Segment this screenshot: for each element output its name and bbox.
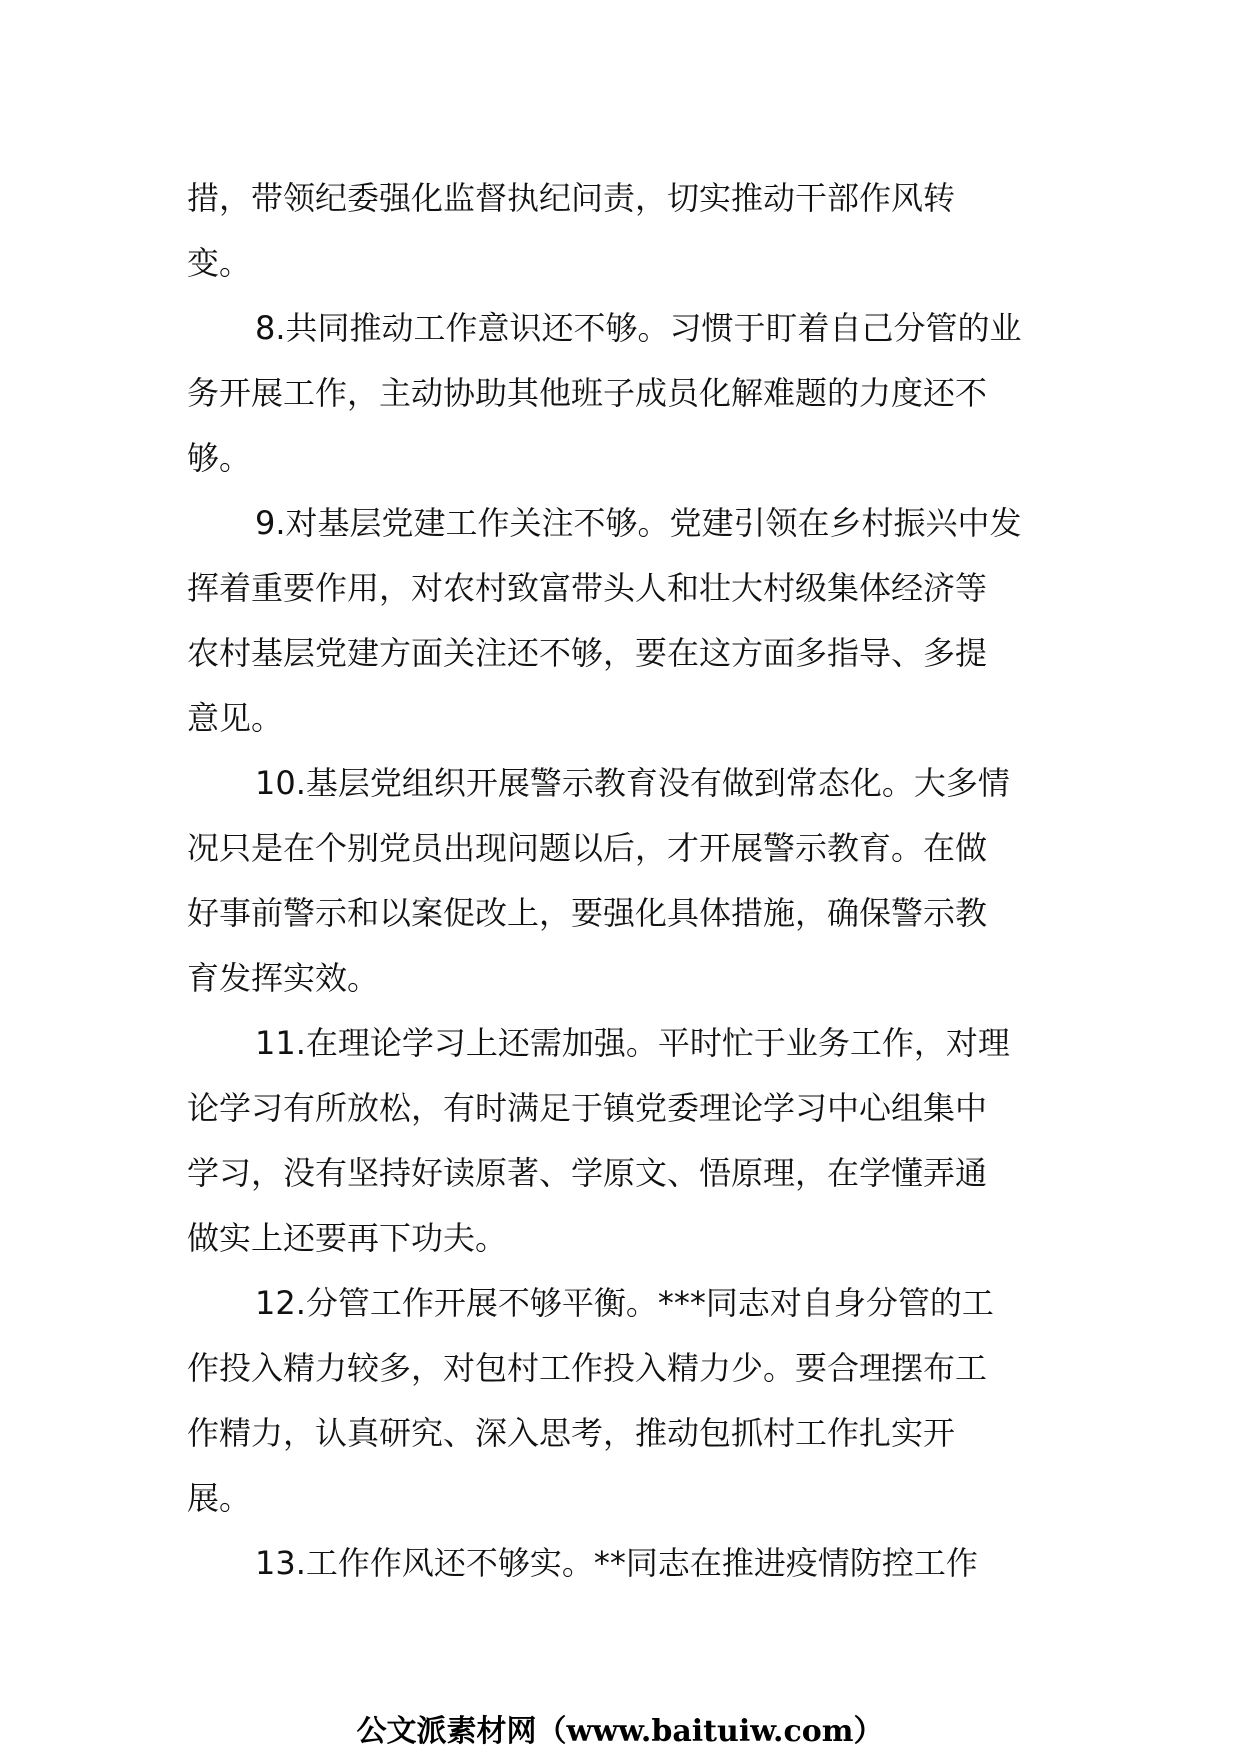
paragraph-first-line: 13.工作作风还不够实。**同志在推进疫情防控工作: [255, 1544, 978, 1582]
paragraph-line: 学习，没有坚持好读原著、学原文、悟原理，在学懂弄通: [187, 1154, 988, 1192]
paragraph-line: 作精力，认真研究、深入思考，推动包抓村工作扎实开: [187, 1414, 956, 1452]
paragraph-first-line: 10.基层党组织开展警示教育没有做到常态化。大多情: [255, 764, 1010, 802]
paragraph-line: 意见。: [187, 699, 284, 737]
paragraph-line: 作投入精力较多，对包村工作投入精力少。要合理摆布工: [187, 1349, 988, 1387]
paragraph-first-line: 11.在理论学习上还需加强。平时忙于业务工作，对理: [255, 1024, 1010, 1062]
paragraph-line: 够。: [187, 439, 252, 477]
paragraph-line: 变。: [187, 244, 252, 282]
paragraph-line: 展。: [187, 1479, 252, 1517]
paragraph-line: 挥着重要作用，对农村致富带头人和壮大村级集体经济等: [187, 569, 988, 607]
paragraph-line: 好事前警示和以案促改上，要强化具体措施，确保警示教: [187, 894, 988, 932]
document-body: [187, 166, 1055, 1596]
paragraph-line: 论学习有所放松，有时满足于镇党委理论学习中心组集中: [187, 1089, 988, 1127]
paragraph-line: 况只是在个别党员出现问题以后，才开展警示教育。在做: [187, 829, 988, 867]
paragraph-line: 务开展工作，主动协助其他班子成员化解难题的力度还不: [187, 374, 988, 412]
paragraph-line: 做实上还要再下功夫。: [187, 1219, 508, 1257]
paragraph-first-line: 9.对基层党建工作关注不够。党建引领在乡村振兴中发: [255, 504, 1022, 542]
paragraph-line: 农村基层党建方面关注还不够，要在这方面多指导、多提: [187, 634, 988, 672]
paragraph-line: 育发挥实效。: [187, 959, 380, 997]
footer-watermark: 公文派素材网（www.baituiw.com）: [356, 1714, 884, 1749]
paragraph-line: 措，带领纪委强化监督执纪问责，切实推动干部作风转: [187, 179, 956, 217]
paragraph-first-line: 12.分管工作开展不够平衡。***同志对自身分管的工: [255, 1284, 994, 1322]
paragraph-first-line: 8.共同推动工作意识还不够。习惯于盯着自己分管的业: [255, 309, 1022, 347]
